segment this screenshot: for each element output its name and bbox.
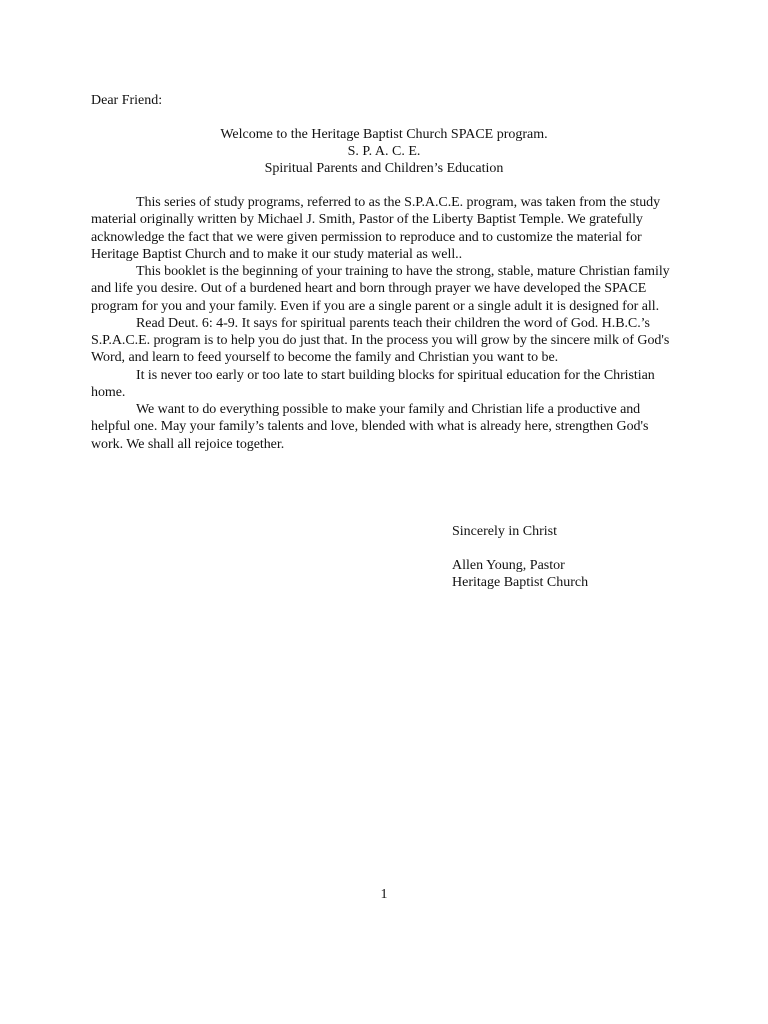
body-paragraph: It is never too early or too late to start building blocks for spiritual education for the Christian home. xyxy=(91,367,655,400)
body-paragraph: We want to do everything possible to make your family and Christian life a productive and helpful one. May your family’s talents and love, blended with what is already here, strengthen God's work. We shall all rejoice together. xyxy=(91,402,649,452)
page-number: 1 xyxy=(380,887,388,902)
body-paragraph: Read Deut. 6: 4-9. It says for spiritual parents teach their children the word of God. H.B.C.’s S.P.A.C.E. program is to help you do just that. In the process you will grow by the sincere milk of God's Word, and learn to feed yourself to become the family and Christian you want to be. xyxy=(91,315,670,366)
closing-spacer xyxy=(452,540,588,557)
heading-welcome-line: Welcome to the Heritage Baptist Church SPACE program. xyxy=(220,127,548,142)
signature-name: Allen Young, Pastor xyxy=(452,558,565,573)
signature-organization: Heritage Baptist Church xyxy=(452,575,589,590)
letter-body xyxy=(91,194,677,453)
body-paragraph: This series of study programs, referred to as the S.P.A.C.E. program, was taken from the study material originally written by Michael J. Smith, Pastor of the Liberty Baptist Temple. We gratefully acknowledge the fact that we were given permission to reproduce and to customize the material for Heritage Baptist Church and to make it our study material as well.. xyxy=(91,195,661,262)
body-paragraph: This booklet is the beginning of your training to have the strong, stable, mature Christian family and life you desire. Out of a burdened heart and born through prayer we have developed the SPACE program for you and your family. Even if you are a single parent or a single adult it is designed for all. xyxy=(91,264,670,314)
letter-heading xyxy=(0,126,768,177)
closing-phrase: Sincerely in Christ xyxy=(452,524,557,539)
heading-program-name-line: Spiritual Parents and Children’s Education xyxy=(264,161,504,176)
heading-acronym-line: S. P. A. C. E. xyxy=(347,144,421,159)
letter-closing xyxy=(452,523,588,591)
salutation: Dear Friend: xyxy=(91,93,163,108)
